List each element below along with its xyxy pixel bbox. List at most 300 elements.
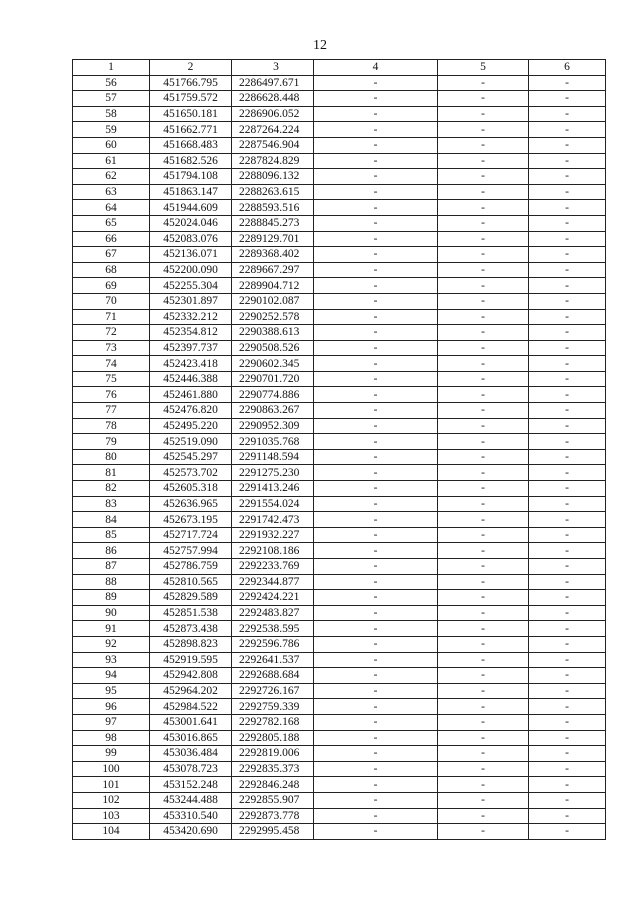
table-cell: -	[438, 527, 529, 543]
table-cell: -	[314, 137, 438, 153]
table-cell: 2287264.224	[232, 122, 314, 138]
table-cell: 452545.297	[150, 449, 232, 465]
table-cell: -	[529, 356, 606, 372]
table-cell: 92	[73, 636, 150, 652]
table-cell: 452605.318	[150, 481, 232, 497]
table-row	[73, 746, 606, 762]
table-cell: -	[529, 403, 606, 419]
table-cell: 2292805.188	[232, 730, 314, 746]
table-row	[73, 278, 606, 294]
table-row	[73, 683, 606, 699]
table-cell: 66	[73, 231, 150, 247]
table-cell: -	[529, 605, 606, 621]
table-cell: -	[314, 559, 438, 575]
table-cell: -	[438, 262, 529, 278]
table-cell: 453420.690	[150, 824, 232, 840]
table-cell: -	[438, 200, 529, 216]
table-cell: -	[314, 496, 438, 512]
table-cell: -	[529, 449, 606, 465]
table-cell: -	[529, 574, 606, 590]
table-cell: -	[314, 574, 438, 590]
table-cell: -	[529, 481, 606, 497]
table-cell: -	[438, 699, 529, 715]
table-cell: -	[529, 293, 606, 309]
table-cell: -	[438, 75, 529, 91]
table-cell: 62	[73, 169, 150, 185]
table-cell: -	[314, 730, 438, 746]
table-cell: 2291275.230	[232, 465, 314, 481]
table-cell: 2289129.701	[232, 231, 314, 247]
table-cell: -	[438, 761, 529, 777]
table-cell: -	[314, 621, 438, 637]
table-cell: -	[438, 418, 529, 434]
table-cell: 451650.181	[150, 106, 232, 122]
table-cell: 2290774.886	[232, 387, 314, 403]
table-cell: 60	[73, 137, 150, 153]
table-cell: -	[529, 137, 606, 153]
table-cell: 65	[73, 215, 150, 231]
table-row	[73, 449, 606, 465]
table-cell: -	[529, 184, 606, 200]
table-cell: 453001.641	[150, 714, 232, 730]
table-cell: -	[529, 465, 606, 481]
table-cell: 2292233.769	[232, 559, 314, 575]
table-cell: -	[438, 247, 529, 263]
table-cell: 2289667.297	[232, 262, 314, 278]
table-cell: -	[529, 387, 606, 403]
table-cell: -	[529, 153, 606, 169]
table-cell: -	[438, 137, 529, 153]
table-cell: -	[314, 403, 438, 419]
table-cell: 79	[73, 434, 150, 450]
table-cell: -	[438, 481, 529, 497]
table-cell: -	[438, 465, 529, 481]
table-cell: 93	[73, 652, 150, 668]
table-cell: 451863.147	[150, 184, 232, 200]
table-cell: 2292596.786	[232, 636, 314, 652]
table-cell: -	[438, 215, 529, 231]
table-cell: 452354.812	[150, 325, 232, 341]
table-cell: 453244.488	[150, 792, 232, 808]
table-cell: 2287824.829	[232, 153, 314, 169]
table-cell: 452673.195	[150, 512, 232, 528]
table-cell: 452446.388	[150, 371, 232, 387]
table-row	[73, 652, 606, 668]
table-cell: -	[529, 512, 606, 528]
table-cell: -	[438, 605, 529, 621]
table-cell: -	[314, 75, 438, 91]
table-cell: 64	[73, 200, 150, 216]
table-cell: -	[438, 559, 529, 575]
table-cell: -	[529, 730, 606, 746]
table-cell: 452461.880	[150, 387, 232, 403]
table-cell: 82	[73, 481, 150, 497]
table-cell: 2292344.877	[232, 574, 314, 590]
table-cell: 59	[73, 122, 150, 138]
table-cell: -	[314, 215, 438, 231]
table-cell: -	[529, 325, 606, 341]
table-cell: -	[438, 808, 529, 824]
table-cell: -	[314, 636, 438, 652]
table-cell: -	[438, 730, 529, 746]
table-cell: 452757.994	[150, 543, 232, 559]
table-cell: 452851.538	[150, 605, 232, 621]
table-cell: -	[314, 247, 438, 263]
table-cell: 95	[73, 683, 150, 699]
table-cell: 2292759.339	[232, 699, 314, 715]
header-row	[73, 60, 606, 76]
table-cell: 452136.071	[150, 247, 232, 263]
table-cell: 452255.304	[150, 278, 232, 294]
table-cell: -	[529, 106, 606, 122]
table-cell: 75	[73, 371, 150, 387]
table-cell: -	[314, 668, 438, 684]
table-cell: -	[529, 668, 606, 684]
table-cell: -	[529, 636, 606, 652]
table-cell: 452024.046	[150, 215, 232, 231]
table-cell: -	[314, 325, 438, 341]
table-cell: -	[438, 106, 529, 122]
table-cell: -	[314, 824, 438, 840]
table-cell: 2292726.167	[232, 683, 314, 699]
table-cell: -	[314, 356, 438, 372]
table-cell: 98	[73, 730, 150, 746]
table-cell: 2292424.221	[232, 590, 314, 606]
table-cell: -	[529, 777, 606, 793]
table-row	[73, 512, 606, 528]
table-cell: -	[529, 808, 606, 824]
table-cell: -	[314, 714, 438, 730]
table-cell: -	[314, 169, 438, 185]
table-cell: 2286628.448	[232, 91, 314, 107]
table-cell: 88	[73, 574, 150, 590]
table-cell: -	[314, 340, 438, 356]
table-cell: 68	[73, 262, 150, 278]
table-cell: 2290701.720	[232, 371, 314, 387]
table-row	[73, 481, 606, 497]
table-row	[73, 387, 606, 403]
table-cell: -	[314, 652, 438, 668]
table-cell: -	[529, 543, 606, 559]
table-cell: 87	[73, 559, 150, 575]
table-cell: -	[438, 403, 529, 419]
table-cell: -	[314, 543, 438, 559]
table-cell: -	[314, 293, 438, 309]
table-row	[73, 559, 606, 575]
table-cell: -	[438, 668, 529, 684]
table-row	[73, 309, 606, 325]
table-row	[73, 621, 606, 637]
table-row	[73, 699, 606, 715]
table-cell: -	[438, 496, 529, 512]
table-cell: -	[438, 122, 529, 138]
table-cell: 451759.572	[150, 91, 232, 107]
table-cell: 2292819.006	[232, 746, 314, 762]
table-row	[73, 777, 606, 793]
table-cell: -	[438, 371, 529, 387]
table-row	[73, 527, 606, 543]
table-cell: 72	[73, 325, 150, 341]
table-cell: -	[314, 590, 438, 606]
table-cell: -	[438, 434, 529, 450]
table-row	[73, 371, 606, 387]
table-cell: -	[314, 605, 438, 621]
table-cell: -	[314, 262, 438, 278]
table-cell: -	[438, 293, 529, 309]
table-cell: 452898.823	[150, 636, 232, 652]
table-cell: -	[438, 278, 529, 294]
table-cell: 76	[73, 387, 150, 403]
table-cell: -	[438, 636, 529, 652]
table-row	[73, 636, 606, 652]
table-cell: 81	[73, 465, 150, 481]
table-cell: -	[529, 434, 606, 450]
table-cell: 453036.484	[150, 746, 232, 762]
table-cell: 96	[73, 699, 150, 715]
table-cell: 2292873.778	[232, 808, 314, 824]
table-cell: -	[314, 278, 438, 294]
table-row	[73, 403, 606, 419]
table-cell: -	[529, 340, 606, 356]
table-cell: 2290952.309	[232, 418, 314, 434]
table-cell: 2292995.458	[232, 824, 314, 840]
table-cell: -	[438, 231, 529, 247]
table-cell: -	[314, 106, 438, 122]
table-cell: 2292846.248	[232, 777, 314, 793]
table-cell: -	[314, 465, 438, 481]
table-row	[73, 106, 606, 122]
table-cell: -	[529, 215, 606, 231]
table-cell: -	[529, 231, 606, 247]
table-cell: -	[529, 761, 606, 777]
table-cell: 80	[73, 449, 150, 465]
table-cell: 452332.212	[150, 309, 232, 325]
table-cell: 452636.965	[150, 496, 232, 512]
table-cell: 90	[73, 605, 150, 621]
table-row	[73, 668, 606, 684]
table-cell: 452984.522	[150, 699, 232, 715]
table-cell: 2290252.578	[232, 309, 314, 325]
table-row	[73, 434, 606, 450]
table-cell: -	[314, 481, 438, 497]
table-cell: -	[529, 91, 606, 107]
table-cell: -	[314, 309, 438, 325]
table-cell: 452829.589	[150, 590, 232, 606]
table-cell: -	[314, 699, 438, 715]
table-row	[73, 215, 606, 231]
table-cell: -	[529, 746, 606, 762]
table-cell: 84	[73, 512, 150, 528]
table-cell: 2290508.526	[232, 340, 314, 356]
table-cell: 101	[73, 777, 150, 793]
table-cell: 56	[73, 75, 150, 91]
table-row	[73, 200, 606, 216]
table-cell: -	[438, 184, 529, 200]
table-cell: -	[438, 590, 529, 606]
header-cell-3: 3	[232, 60, 314, 76]
header-cell-2: 2	[150, 60, 232, 76]
table-cell: -	[314, 512, 438, 528]
table-cell: 2288845.273	[232, 215, 314, 231]
header-cell-5: 5	[438, 60, 529, 76]
table-cell: 452083.076	[150, 231, 232, 247]
table-cell: 2290102.087	[232, 293, 314, 309]
table-cell: 74	[73, 356, 150, 372]
table-cell: -	[314, 792, 438, 808]
table-body	[73, 60, 606, 840]
table-cell: -	[314, 761, 438, 777]
table-cell: -	[438, 714, 529, 730]
table-row	[73, 325, 606, 341]
header-cell-4: 4	[314, 60, 438, 76]
table-cell: -	[529, 200, 606, 216]
table-cell: 2291035.768	[232, 434, 314, 450]
table-cell: 2287546.904	[232, 137, 314, 153]
table-cell: -	[314, 91, 438, 107]
table-cell: -	[438, 356, 529, 372]
table-row	[73, 496, 606, 512]
table-cell: 69	[73, 278, 150, 294]
table-cell: 2292835.373	[232, 761, 314, 777]
table-cell: -	[314, 184, 438, 200]
table-cell: -	[314, 527, 438, 543]
table-row	[73, 356, 606, 372]
table-cell: 2290602.345	[232, 356, 314, 372]
table-row	[73, 184, 606, 200]
table-cell: -	[438, 792, 529, 808]
table-cell: -	[529, 496, 606, 512]
table-cell: -	[529, 559, 606, 575]
table-cell: 83	[73, 496, 150, 512]
table-row	[73, 808, 606, 824]
table-cell: 451766.795	[150, 75, 232, 91]
table-cell: 2291148.594	[232, 449, 314, 465]
table-cell: 99	[73, 746, 150, 762]
table-cell: -	[529, 262, 606, 278]
table-cell: -	[314, 434, 438, 450]
table-cell: -	[529, 75, 606, 91]
table-cell: 94	[73, 668, 150, 684]
table-row	[73, 792, 606, 808]
table-cell: 67	[73, 247, 150, 263]
table-cell: -	[529, 169, 606, 185]
table-cell: 2286497.671	[232, 75, 314, 91]
table-cell: 2288096.132	[232, 169, 314, 185]
table-cell: -	[438, 683, 529, 699]
table-cell: -	[529, 278, 606, 294]
table-cell: 451944.609	[150, 200, 232, 216]
table-cell: 57	[73, 91, 150, 107]
page-number: 12	[313, 38, 327, 53]
table-cell: -	[314, 387, 438, 403]
table-cell: 453016.865	[150, 730, 232, 746]
table-cell: 2289368.402	[232, 247, 314, 263]
table-row	[73, 761, 606, 777]
table-cell: 452573.702	[150, 465, 232, 481]
table-cell: 2286906.052	[232, 106, 314, 122]
table-row	[73, 714, 606, 730]
table-cell: 452873.438	[150, 621, 232, 637]
table-cell: -	[314, 746, 438, 762]
table-cell: -	[529, 309, 606, 325]
table-cell: -	[438, 512, 529, 528]
table-cell: 71	[73, 309, 150, 325]
table-row	[73, 340, 606, 356]
table-row	[73, 231, 606, 247]
table-cell: 452495.220	[150, 418, 232, 434]
table-cell: 451682.526	[150, 153, 232, 169]
table-cell: 2292108.186	[232, 543, 314, 559]
coordinates-table	[72, 59, 606, 840]
table-cell: -	[438, 746, 529, 762]
table-cell: -	[314, 418, 438, 434]
table-cell: -	[529, 792, 606, 808]
table-cell: 452200.090	[150, 262, 232, 278]
table-cell: 91	[73, 621, 150, 637]
table-cell: -	[438, 824, 529, 840]
table-cell: -	[529, 714, 606, 730]
table-row	[73, 262, 606, 278]
table-cell: 104	[73, 824, 150, 840]
table-cell: -	[438, 543, 529, 559]
table-cell: 63	[73, 184, 150, 200]
table-cell: 451662.771	[150, 122, 232, 138]
table-cell: -	[529, 683, 606, 699]
table-cell: 453078.723	[150, 761, 232, 777]
table-row	[73, 75, 606, 91]
table-row	[73, 574, 606, 590]
table-cell: 452476.820	[150, 403, 232, 419]
table-row	[73, 824, 606, 840]
table-row	[73, 247, 606, 263]
table-cell: 452397.737	[150, 340, 232, 356]
table-cell: 2288593.516	[232, 200, 314, 216]
table-cell: 453152.248	[150, 777, 232, 793]
table-cell: -	[529, 527, 606, 543]
table-cell: 2289904.712	[232, 278, 314, 294]
table-row	[73, 169, 606, 185]
table-cell: 2292855.907	[232, 792, 314, 808]
table-cell: 452717.724	[150, 527, 232, 543]
table-cell: 58	[73, 106, 150, 122]
table-row	[73, 418, 606, 434]
table-cell: -	[438, 387, 529, 403]
table-cell: -	[529, 371, 606, 387]
table-cell: -	[529, 652, 606, 668]
header-cell-6: 6	[529, 60, 606, 76]
table-cell: -	[529, 122, 606, 138]
table-cell: 86	[73, 543, 150, 559]
table-cell: -	[314, 449, 438, 465]
table-row	[73, 91, 606, 107]
table-cell: 2292483.827	[232, 605, 314, 621]
table-cell: 452423.418	[150, 356, 232, 372]
table-cell: 452786.759	[150, 559, 232, 575]
table-cell: 2291554.024	[232, 496, 314, 512]
table-cell: -	[529, 247, 606, 263]
table-cell: 2292641.537	[232, 652, 314, 668]
table-cell: 89	[73, 590, 150, 606]
table-cell: 100	[73, 761, 150, 777]
table-cell: 452964.202	[150, 683, 232, 699]
table-cell: 2291413.246	[232, 481, 314, 497]
table-cell: 73	[73, 340, 150, 356]
table-cell: 453310.540	[150, 808, 232, 824]
table-cell: 2291932.227	[232, 527, 314, 543]
table-cell: 452919.595	[150, 652, 232, 668]
table-cell: -	[529, 590, 606, 606]
table-cell: 2290863.267	[232, 403, 314, 419]
